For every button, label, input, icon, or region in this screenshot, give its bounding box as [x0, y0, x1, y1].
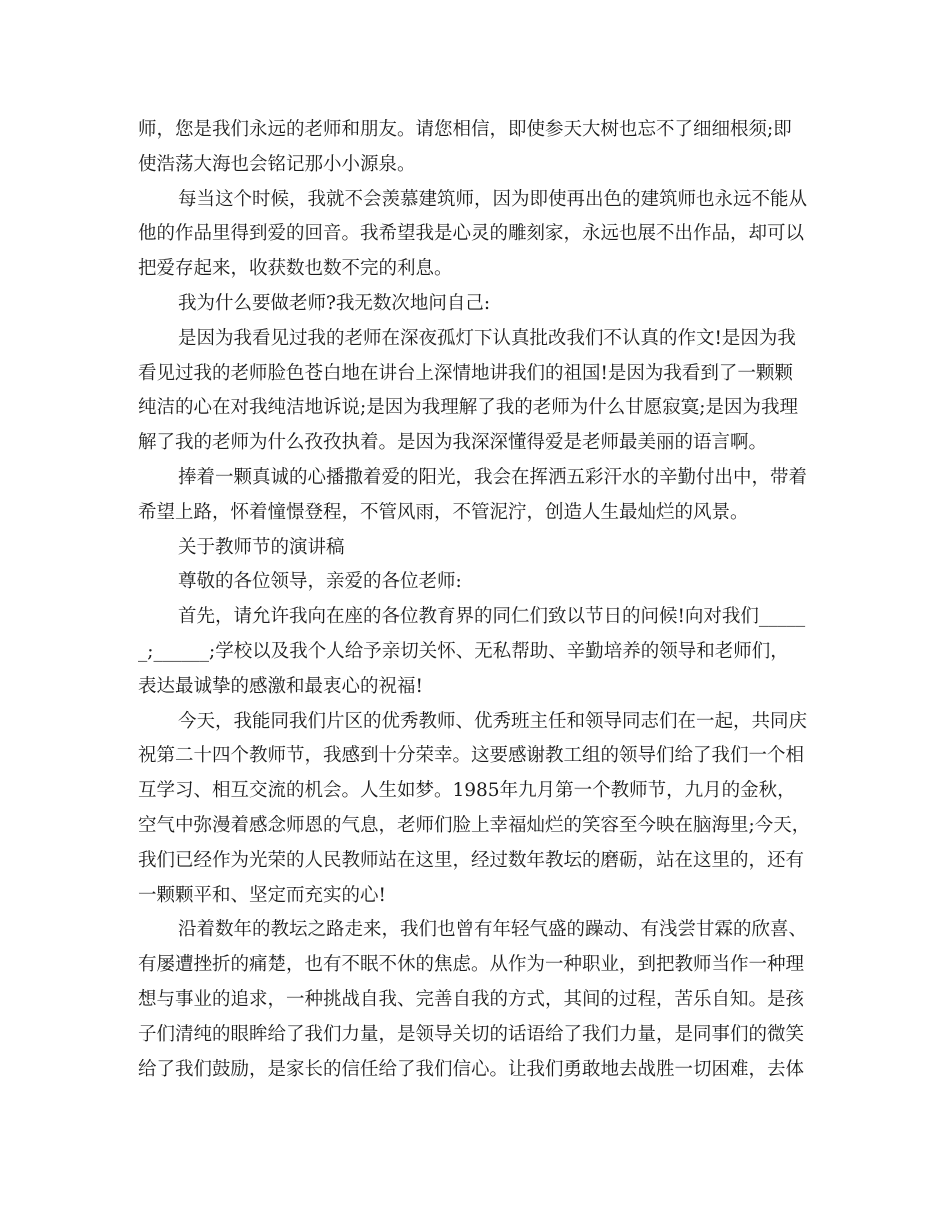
text-line: 把爱存起来，收获数也数不完的利息。 [138, 258, 453, 280]
text-line: 看见过我的老师脸色苍白地在讲台上深情地讲我们的祖国!是因为我看到了一颗颗 [138, 362, 793, 384]
text-line: 尊敬的各位领导，亲爱的各位老师: [178, 571, 462, 593]
text-line: 首先，请允许我向在座的各位教育界的同仁们致以节日的问候!向对我们_____ [178, 606, 806, 628]
text-line: 子们清纯的眼眸给了我们力量，是领导关切的话语给了我们力量，是同事们的微笑 [138, 1023, 805, 1045]
text-line: 捧着一颗真诚的心播撒着爱的阳光，我会在挥洒五彩汗水的辛勤付出中，带着 [178, 466, 808, 488]
text-line: _;______;学校以及我个人给予亲切关怀、无私帮助、辛勤培养的领导和老师们， [138, 640, 789, 662]
text-line: 每当这个时候，我就不会羡慕建筑师，因为即使再出色的建筑师也永远不能从 [178, 188, 808, 210]
text-line: 空气中弥漫着感念师恩的气息，老师们脸上幸福灿烂的笑容至今映在脑海里;今天， [138, 814, 811, 836]
text-line: 表达最诚挚的感激和最衷心的祝福! [138, 675, 423, 697]
text-line: 有屡遭挫折的痛楚，也有不眠不休的焦虑。从作为一种职业，到把教师当作一种理 [138, 954, 805, 976]
text-line: 给了我们鼓励，是家长的信任给了我们信心。让我们勇敢地去战胜一切困难，去体 [138, 1058, 805, 1080]
text-line: 想与事业的追求，一种挑战自我、完善自我的方式，其间的过程，苦乐自知。是孩 [138, 988, 805, 1010]
text-line: 使浩荡大海也会铭记那小小源泉。 [138, 153, 416, 175]
text-line: 祝第二十四个教师节，我感到十分荣幸。这要感谢教工组的领导们给了我们一个相 [138, 745, 805, 767]
text-line: 我们已经作为光荣的人民教师站在这里，经过数年教坛的磨砺，站在这里的，还有 [138, 849, 805, 871]
text-line: 希望上路，怀着憧憬登程，不管风雨，不管泥泞，创造人生最灿烂的风景。 [138, 501, 749, 523]
text-line: 他的作品里得到爱的回音。我希望我是心灵的雕刻家，永远也展不出作品，却可以 [138, 223, 805, 245]
text-line: 今天，我能同我们片区的优秀教师、优秀班主任和领导同志们在一起，共同庆 [178, 710, 808, 732]
text-line: 我为什么要做老师?我无数次地问自己: [178, 292, 491, 314]
document-body [138, 113, 818, 1087]
text-line: 师，您是我们永远的老师和朋友。请您相信，即使参天大树也忘不了细细根须;即 [138, 119, 792, 140]
text-line: 互学习、相互交流的机会。人生如梦。1985年九月第一个教师节，九月的金秋， [138, 780, 796, 802]
text-line: 纯洁的心在对我纯洁地诉说;是因为我理解了我的老师为什么甘愿寂寞;是因为我理 [138, 397, 798, 419]
text-line: 沿着数年的教坛之路走来，我们也曾有年轻气盛的躁动、有浅尝甘霖的欣喜、 [178, 919, 808, 941]
text-line: 一颗颗平和、坚定而充实的心! [138, 884, 386, 906]
text-line: 关于教师节的演讲稿 [178, 536, 345, 558]
text-line: 是因为我看见过我的老师在深夜孤灯下认真批改我们不认真的作文!是因为我 [178, 327, 796, 349]
text-line: 解了我的老师为什么孜孜执着。是因为我深深懂得爱是老师最美丽的语言啊。 [138, 432, 768, 454]
